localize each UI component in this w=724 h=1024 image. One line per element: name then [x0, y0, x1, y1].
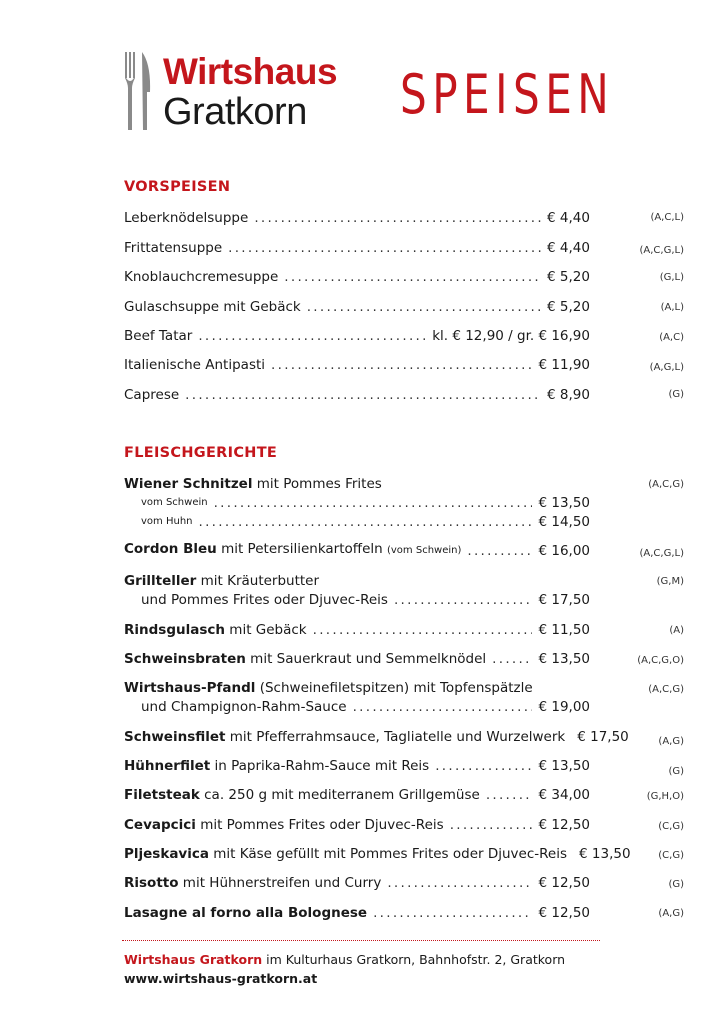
item-price: € 4,40	[547, 210, 590, 226]
item-price: kl. € 12,90 / gr. € 16,90	[432, 328, 590, 344]
item-name: Filetsteak ca. 250 g mit mediterranem Grillgemüse	[124, 787, 480, 803]
item-price: € 13,50	[538, 495, 590, 511]
dot-leader	[486, 784, 533, 806]
menu-item-line2	[124, 696, 590, 718]
menu-item	[124, 814, 590, 836]
menu-item-line2	[124, 589, 590, 611]
allergen-codes: (A,C,G,O)	[637, 655, 684, 666]
dot-leader	[467, 540, 532, 562]
menu-item	[124, 325, 590, 347]
allergen-codes: (G,L)	[659, 272, 684, 283]
item-name: Beef Tatar	[124, 328, 193, 344]
item-price: € 13,50	[538, 651, 590, 667]
item-price: € 5,20	[547, 299, 590, 315]
footer-address	[124, 952, 565, 967]
item-name: Knoblauchcremesuppe	[124, 269, 279, 285]
menu-item	[124, 384, 590, 406]
item-price: € 11,50	[538, 622, 590, 638]
allergen-codes: (A,C,G)	[648, 684, 684, 695]
item-name: Grillteller mit Kräuterbutter	[124, 573, 320, 589]
item-price: € 13,50	[538, 758, 590, 774]
dot-leader	[271, 354, 532, 376]
menu-item	[124, 843, 631, 865]
item-price: € 12,50	[538, 817, 590, 833]
item-description: und Champignon-Rahm-Sauce	[141, 699, 347, 715]
allergen-codes: (A,G)	[658, 908, 684, 919]
dot-leader	[394, 589, 533, 611]
item-price: € 5,20	[547, 269, 590, 285]
allergen-codes: (A,C,G)	[648, 479, 684, 490]
dot-leader	[199, 511, 533, 533]
dot-leader	[435, 755, 532, 777]
item-price: € 12,50	[538, 875, 590, 891]
menu-item	[124, 726, 629, 748]
dot-leader	[307, 296, 541, 318]
logo-wordmark-bottom: Gratkorn	[163, 91, 307, 133]
item-name: Cordon Bleu mit Petersilienkartoffeln (vom Schwein)	[124, 541, 462, 557]
item-price: € 34,00	[538, 787, 590, 803]
item-name: Leberknödelsuppe	[124, 210, 249, 226]
allergen-codes: (G)	[668, 766, 684, 777]
logo-wordmark-top: Wirtshaus	[163, 51, 338, 92]
item-name: Hühnerfilet in Paprika-Rahm-Sauce mit Reis	[124, 758, 430, 774]
dot-leader	[492, 648, 532, 670]
allergen-codes: (C,G)	[658, 821, 684, 832]
section-title-fleischgerichte: FLEISCHGERICHTE	[124, 445, 278, 461]
menu-item	[124, 207, 590, 229]
item-price: € 11,90	[538, 357, 590, 373]
allergen-codes: (A,C,G,L)	[639, 245, 684, 256]
variant-name: vom Schwein	[141, 497, 208, 508]
footer-address-text: im Kulturhaus Gratkorn, Bahnhofstr. 2, Gratkorn	[262, 952, 566, 967]
allergen-codes: (A,C,L)	[650, 212, 684, 223]
menu-item	[124, 296, 590, 318]
page-title: SPEISEN	[400, 63, 615, 126]
item-name: Caprese	[124, 387, 180, 403]
menu-item	[124, 755, 590, 777]
footer-divider	[122, 940, 600, 941]
item-price: € 12,50	[538, 905, 590, 921]
dot-leader	[228, 237, 541, 259]
menu-item	[124, 872, 590, 894]
allergen-codes: (A)	[669, 625, 684, 636]
allergen-codes: (A,C)	[659, 332, 684, 343]
item-price: € 13,50	[579, 846, 631, 862]
item-name: Schweinsfilet mit Pfefferrahmsauce, Tagliatelle und Wurzelwerk	[124, 729, 566, 745]
item-name: Cevapcici mit Pommes Frites oder Djuvec-Reis	[124, 817, 444, 833]
variant-name: vom Huhn	[141, 516, 193, 527]
allergen-codes: (A,G)	[658, 736, 684, 747]
item-price: € 16,00	[538, 543, 590, 559]
section-title-vorspeisen: VORSPEISEN	[124, 179, 231, 195]
item-name: Gulaschsuppe mit Gebäck	[124, 299, 301, 315]
dot-leader	[254, 207, 541, 229]
item-description: und Pommes Frites oder Djuvec-Reis	[141, 592, 388, 608]
dot-leader	[284, 266, 541, 288]
item-price: € 8,90	[547, 387, 590, 403]
footer-restaurant-name: Wirtshaus Gratkorn	[124, 952, 263, 967]
allergen-codes: (A,C,G,L)	[639, 548, 684, 559]
item-price: € 4,40	[547, 240, 590, 256]
item-name: Wirtshaus-Pfandl (Schweinefiletspitzen) mit Topfenspätzle	[124, 680, 533, 696]
menu-item	[124, 784, 590, 806]
allergen-codes: (G)	[668, 879, 684, 890]
allergen-codes: (A,L)	[660, 302, 684, 313]
item-name: Schweinsbraten mit Sauerkraut und Semmelknödel	[124, 651, 487, 667]
footer-website-link[interactable]: www.wirtshaus-gratkorn.at	[124, 971, 318, 986]
menu-item	[124, 540, 590, 562]
item-name: Pljeskavica mit Käse gefüllt mit Pommes Frites oder Djuvec-Reis	[124, 846, 568, 862]
allergen-codes: (G,M)	[656, 576, 684, 587]
menu-item	[124, 237, 590, 259]
dot-leader	[373, 902, 532, 924]
menu-item	[124, 266, 590, 288]
item-price: € 17,50	[577, 729, 629, 745]
allergen-codes: (G)	[668, 389, 684, 400]
item-name: Risotto mit Hühnerstreifen und Curry	[124, 875, 382, 891]
item-name: Lasagne al forno alla Bolognese	[124, 905, 368, 921]
item-name: Frittatensuppe	[124, 240, 223, 256]
item-name: Wiener Schnitzel mit Pommes Frites	[124, 476, 382, 492]
item-price: € 14,50	[538, 514, 590, 530]
dot-leader	[185, 384, 541, 406]
menu-item	[124, 902, 590, 924]
fork-knife-icon	[123, 52, 153, 132]
item-price: € 17,50	[538, 592, 590, 608]
dot-leader	[387, 872, 532, 894]
dot-leader	[353, 696, 533, 718]
menu-item-variant	[124, 511, 590, 533]
menu-item	[124, 619, 590, 641]
dot-leader	[313, 619, 533, 641]
dot-leader	[198, 325, 426, 347]
allergen-codes: (G,H,O)	[646, 791, 684, 802]
allergen-codes: (A,G,L)	[649, 362, 684, 373]
allergen-codes: (C,G)	[658, 850, 684, 861]
menu-item	[124, 354, 590, 376]
item-name: Rindsgulasch mit Gebäck	[124, 622, 307, 638]
dot-leader	[450, 814, 533, 836]
item-price: € 19,00	[538, 699, 590, 715]
item-name: Italienische Antipasti	[124, 357, 266, 373]
menu-item	[124, 648, 590, 670]
